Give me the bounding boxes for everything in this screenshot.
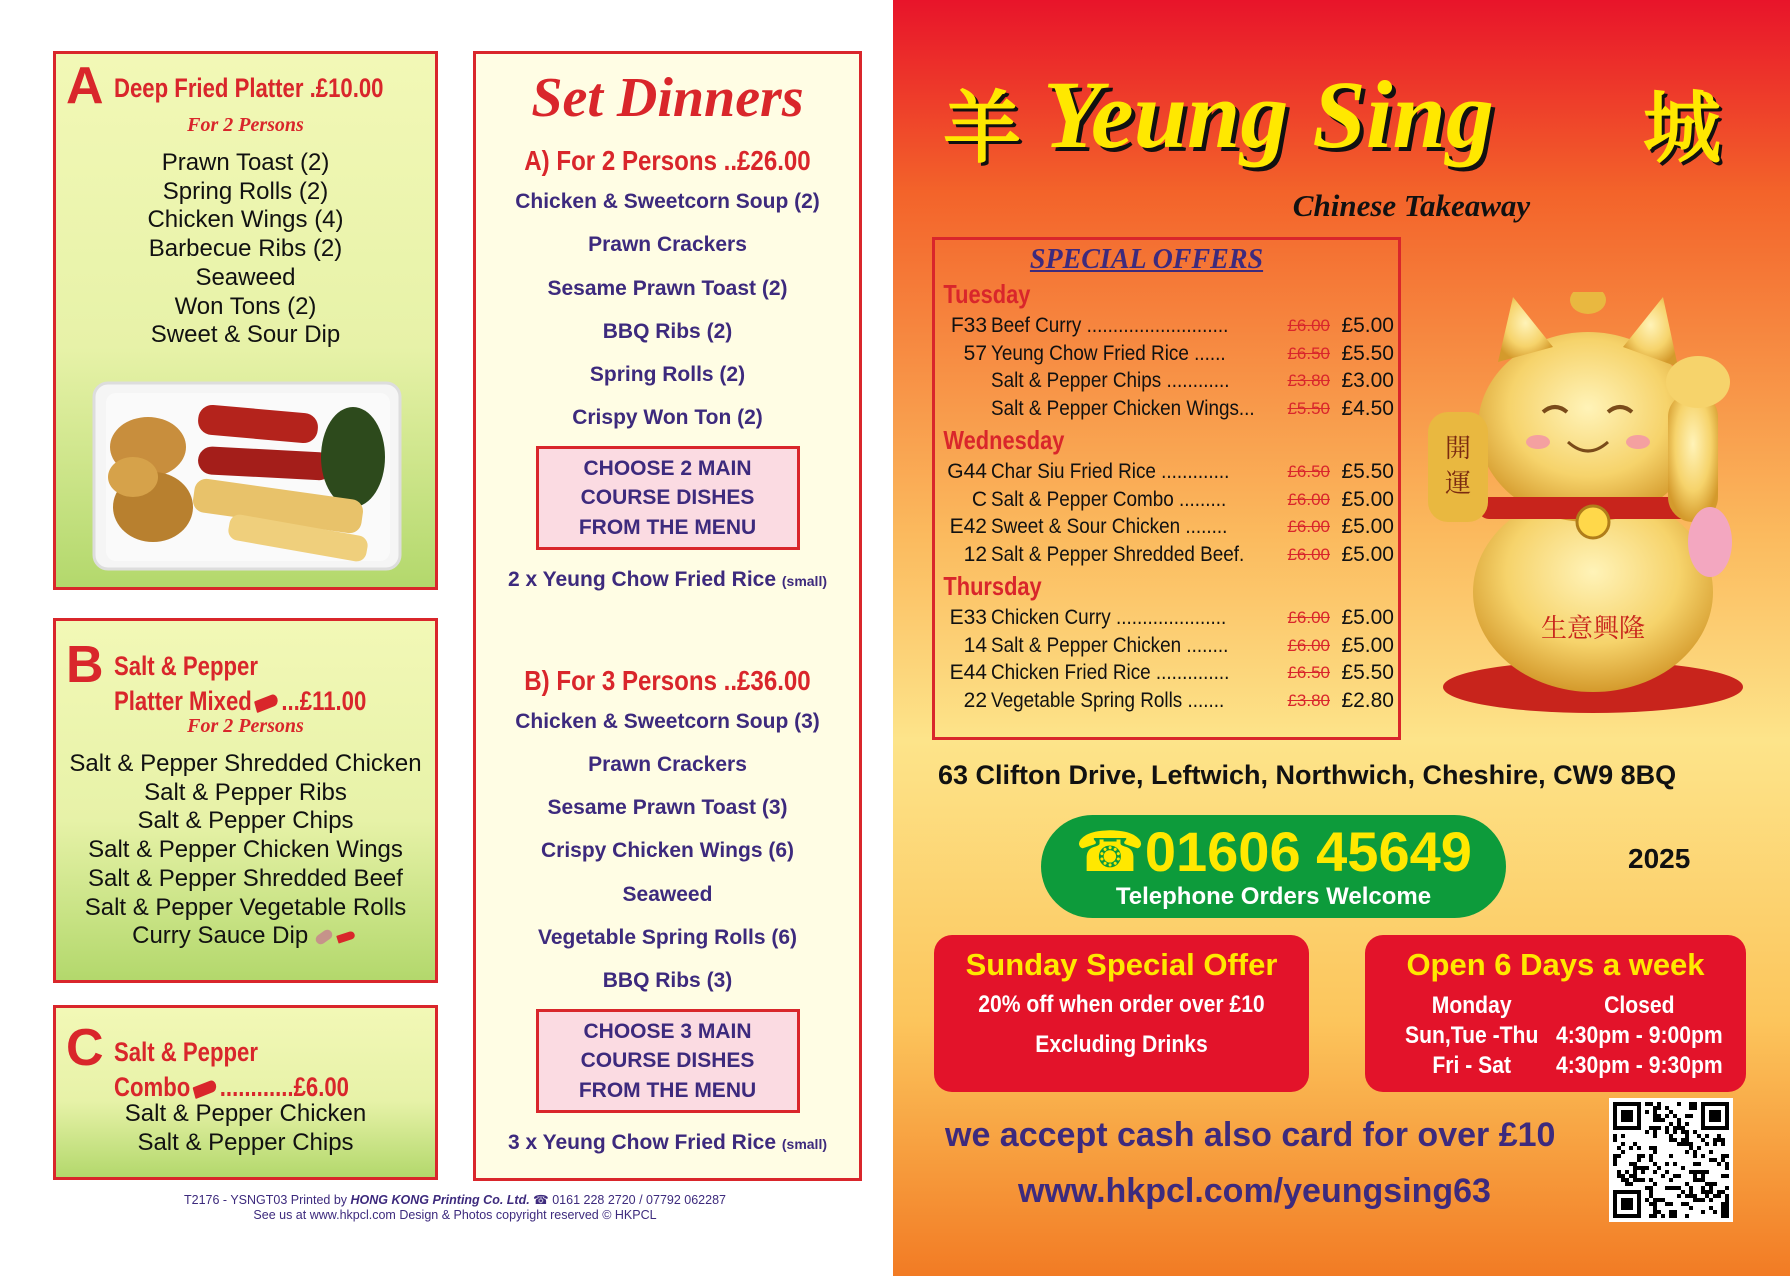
platter-b-price: ...£11.00 (281, 686, 367, 716)
offer-name (991, 340, 1285, 368)
offer-code: F33 (950, 314, 987, 337)
offer-old-price: £6.00 (1287, 635, 1330, 655)
hours-days: Fri - Sat (1432, 1052, 1511, 1079)
phone-subtitle: Telephone Orders Welcome (1115, 883, 1432, 910)
platter-b-dip-label: Curry Sauce Dip (132, 922, 309, 950)
phone-icon: ☎ (1075, 820, 1145, 883)
offer-code: G44 (947, 460, 987, 483)
brand-chinese-right: 城 (1643, 84, 1722, 174)
deep-fried-platter-photo (88, 377, 408, 574)
set-a-items (476, 180, 859, 440)
offer-name-text: Salt & Pepper Shredded Beef. (991, 542, 1245, 566)
website-link[interactable]: www.hkpcl.com/yeungsing63 (1018, 1172, 1491, 1210)
phone-number: 01606 45649 (1144, 820, 1472, 883)
choose-line: FROM THE MENU (578, 1078, 757, 1102)
sunday-offer-box (934, 935, 1309, 1092)
offer-name-text: Sweet & Sour Chicken ........ (991, 515, 1228, 538)
offer-name-text: Vegetable Spring Rolls ....... (991, 688, 1225, 712)
dip-icon (314, 928, 334, 947)
offer-code: 57 (963, 341, 987, 365)
offer-new-price: £2.80 (1341, 688, 1394, 712)
platter-c-title-text: Combo (114, 1072, 191, 1102)
offer-old-price: £6.00 (1287, 517, 1330, 536)
offer-row (935, 604, 1398, 632)
offer-row (935, 659, 1398, 687)
offer-name-text: Chicken Fried Rice .............. (991, 661, 1230, 684)
offer-new-price: £5.50 (1341, 341, 1394, 365)
platter-b-items (56, 750, 435, 922)
platter-item: Salt & Pepper Chips (137, 807, 354, 835)
platter-item: Sweet & Sour Dip (150, 321, 341, 349)
offer-old-price: £6.00 (1287, 544, 1330, 564)
platter-a-title: Deep Fried Platter .£10.00 (114, 73, 384, 103)
offer-new-price: £4.50 (1341, 396, 1394, 420)
platter-item: Salt & Pepper Chips (137, 1128, 354, 1156)
offer-old-price: £5.50 (1287, 398, 1330, 418)
printer-phones: ☎ 0161 228 2720 / 07792 062287 (533, 1193, 726, 1207)
hours-days: Sun,Tue -Thu (1405, 1022, 1539, 1049)
opening-hours-box (1365, 935, 1746, 1092)
chili-icon (254, 693, 279, 713)
offer-name (991, 541, 1285, 569)
platter-item: Salt & Pepper Shredded Beef (88, 864, 403, 892)
set-dinner-item: BBQ Ribs (2) (602, 319, 733, 343)
offer-code: 12 (963, 542, 987, 566)
platter-b-box (53, 618, 438, 983)
hours-times: 4:30pm - 9:30pm (1555, 1052, 1723, 1079)
set-dinner-item: Vegetable Spring Rolls (6) (537, 926, 798, 950)
brand-name: Yeung Sing (1043, 61, 1494, 168)
platter-c-price: ............£6.00 (219, 1072, 349, 1102)
platter-item: Salt & Pepper Chicken Wings (88, 836, 403, 864)
platter-a-letter: A (66, 57, 104, 115)
offer-row (935, 395, 1398, 423)
platter-item: Salt & Pepper Vegetable Rolls (84, 893, 407, 921)
set-b-choose-box (536, 1009, 800, 1114)
offer-name-text: Yeung Chow Fried Rice ...... (991, 341, 1226, 365)
platter-b-letter: B (66, 636, 104, 694)
offer-name (991, 659, 1285, 687)
offer-name-text: Salt & Pepper Chicken Wings... (991, 396, 1255, 420)
offer-row (935, 486, 1398, 514)
set-b-heading: B) For 3 Persons ..£36.00 (524, 664, 811, 696)
offer-name (991, 458, 1285, 486)
set-b-items (476, 700, 859, 1003)
offer-new-price: £5.50 (1341, 460, 1394, 483)
offer-new-price: £5.00 (1341, 515, 1394, 538)
offer-old-price: £6.50 (1287, 663, 1330, 682)
set-dinner-item: Seaweed (622, 882, 713, 906)
offer-name-text: Char Siu Fried Rice ............. (991, 460, 1230, 483)
sunday-offer-line2: Excluding Drinks (1035, 1031, 1208, 1058)
set-dinner-item: Chicken & Sweetcorn Soup (2) (515, 190, 820, 213)
special-offers-box (932, 237, 1401, 740)
choose-line: CHOOSE 2 MAIN (583, 456, 752, 480)
offer-name (991, 604, 1285, 632)
offer-code: 14 (963, 633, 987, 657)
set-dinners-title: Set Dinners (531, 67, 804, 129)
offer-name-text: Salt & Pepper Chips ............ (991, 369, 1230, 392)
sunday-offer-line1: 20% off when order over £10 (978, 991, 1265, 1018)
chili-icon (336, 930, 356, 943)
set-a-heading: A) For 2 Persons ..£26.00 (524, 145, 811, 176)
offer-row (935, 312, 1398, 340)
platter-a-box (53, 51, 438, 590)
platter-b-title-text: Platter Mixed (114, 686, 252, 716)
lucky-cat-figure (1418, 292, 1763, 714)
set-dinner-item: Spring Rolls (2) (589, 363, 746, 387)
printer-line1 (80, 1193, 830, 1208)
offer-name (991, 513, 1285, 541)
offer-row (935, 367, 1398, 395)
offer-code: E44 (949, 661, 987, 684)
offer-new-price: £5.00 (1341, 314, 1394, 337)
hours-row (1388, 1051, 1723, 1081)
offer-old-price: £6.00 (1287, 316, 1330, 335)
platter-b-title-line1: Salt & Pepper (114, 651, 258, 681)
offer-new-price: £5.00 (1341, 633, 1394, 657)
sunday-offer-title: Sunday Special Offer (965, 947, 1278, 982)
set-a-choose-box (536, 446, 800, 551)
set-a-rice (476, 558, 859, 603)
offer-new-price: £5.50 (1341, 661, 1394, 684)
offer-name (991, 395, 1285, 423)
platter-c-title-line1: Salt & Pepper (114, 1037, 258, 1067)
offer-name (991, 312, 1285, 340)
brand-chinese-left: 羊 (943, 84, 1022, 174)
platter-item: Chicken Wings (4) (147, 206, 344, 234)
hours-times: Closed (1604, 992, 1675, 1019)
set-dinners-box (473, 51, 862, 1181)
brand-tagline: Chinese Takeaway (1292, 188, 1531, 223)
platter-b-title-line2 (114, 683, 366, 719)
set-dinner-item: Crispy Chicken Wings (6) (540, 839, 795, 863)
platter-c-box (53, 1005, 438, 1180)
hours-row (1388, 1021, 1723, 1051)
offer-old-price: £6.00 (1287, 608, 1330, 627)
platter-c-items (56, 1100, 435, 1157)
platter-c-title-line2 (114, 1069, 349, 1105)
offer-day-heading: Thursday (943, 571, 1042, 601)
offer-old-price: £3.80 (1287, 371, 1330, 390)
printer-line2: See us at www.hkpcl.com Design & Photos copyright reserved © HKPCL (253, 1208, 657, 1222)
cat-belly-text: 生意興隆 (1540, 614, 1646, 644)
choose-line: CHOOSE 3 MAIN (583, 1019, 752, 1043)
offer-code: E42 (949, 515, 987, 538)
offer-new-price: £5.00 (1341, 606, 1394, 629)
offer-row (935, 458, 1398, 486)
offer-name-text: Chicken Curry ..................... (991, 606, 1227, 629)
opening-hours-list (1365, 991, 1746, 1081)
offer-name (991, 687, 1285, 715)
platter-c-letter: C (66, 1019, 104, 1077)
offer-day-heading: Tuesday (943, 279, 1031, 309)
special-offers-list (935, 276, 1398, 714)
offer-name (991, 486, 1285, 514)
offer-old-price: £6.00 (1287, 489, 1330, 509)
offer-row (935, 513, 1398, 541)
chili-icon (193, 1079, 218, 1099)
offer-name-text: Salt & Pepper Chicken ........ (991, 633, 1229, 657)
cat-sign-char-2: 運 (1444, 469, 1472, 499)
offer-new-price: £5.00 (1341, 487, 1394, 511)
platter-a-header (56, 54, 435, 114)
printer-code: T2176 - YSNGT03 Printed by (184, 1193, 348, 1207)
offer-row (935, 541, 1398, 569)
offer-name (991, 632, 1285, 660)
platter-c-header (56, 1008, 435, 1108)
platter-item: Barbecue Ribs (2) (148, 235, 343, 263)
special-offers-title: SPECIAL OFFERS (1029, 244, 1264, 275)
set-a-rice-label: 2 x Yeung Chow Fried Rice (508, 568, 777, 592)
brand-logo (943, 60, 1733, 174)
set-b-rice-label: 3 x Yeung Chow Fried Rice (508, 1131, 777, 1155)
offer-name-text: Salt & Pepper Combo ......... (991, 487, 1227, 511)
offer-day-heading: Wednesday (943, 425, 1065, 455)
offer-code: C (971, 487, 987, 511)
offer-old-price: £6.50 (1287, 343, 1330, 363)
platter-b-header (56, 621, 435, 715)
offer-row (935, 340, 1398, 368)
phone-banner[interactable] (1041, 815, 1506, 918)
offer-new-price: £5.00 (1341, 542, 1394, 566)
offer-old-price: £6.50 (1287, 462, 1330, 481)
qr-code[interactable] (1609, 1098, 1733, 1222)
hours-days: Monday (1431, 992, 1512, 1019)
platter-item: Won Tons (2) (174, 292, 317, 320)
set-dinner-item: Sesame Prawn Toast (3) (547, 796, 788, 820)
set-dinner-item: Prawn Crackers (588, 752, 747, 776)
phone-number-line (1041, 821, 1506, 883)
offer-code (945, 395, 991, 423)
payment-note: we accept cash also card for over £10 (945, 1116, 1556, 1154)
choose-line: COURSE DISHES (580, 1049, 755, 1073)
platter-a-subtitle: For 2 Persons (187, 114, 304, 136)
opening-hours-title: Open 6 Days a week (1406, 947, 1705, 982)
choose-line: COURSE DISHES (580, 486, 755, 510)
set-b-rice (476, 1121, 859, 1166)
set-dinner-item: BBQ Ribs (3) (602, 969, 733, 993)
set-a-rice-note: (small) (781, 573, 827, 590)
menu-year: 2025 (1628, 843, 1691, 874)
menu-left-page (0, 0, 893, 1276)
hours-row (1388, 991, 1723, 1021)
offer-new-price: £3.00 (1341, 369, 1394, 392)
set-dinner-item: Prawn Crackers (588, 233, 747, 257)
offer-code: E33 (949, 606, 987, 629)
set-dinner-item: Crispy Won Ton (2) (572, 406, 763, 430)
offer-name-text: Beef Curry ........................... (991, 314, 1229, 337)
platter-item: Salt & Pepper Shredded Chicken (69, 750, 422, 777)
platter-b-subtitle: For 2 Persons (187, 715, 304, 737)
platter-item: Spring Rolls (2) (162, 177, 329, 205)
cat-sign-char-1: 開 (1444, 434, 1472, 464)
offer-code (945, 367, 991, 395)
platter-item: Salt & Pepper Ribs (144, 778, 347, 806)
set-dinner-item: Chicken & Sweetcorn Soup (3) (515, 709, 820, 733)
choose-line: FROM THE MENU (578, 515, 757, 539)
platter-item: Prawn Toast (2) (161, 149, 330, 176)
platter-a-items (56, 149, 435, 350)
offer-row (935, 687, 1398, 715)
printer-company: HONG KONG Printing Co. Ltd. (350, 1193, 530, 1207)
offer-old-price: £3.80 (1287, 690, 1330, 710)
hours-times: 4:30pm - 9:00pm (1555, 1022, 1723, 1049)
set-b-rice-note: (small) (781, 1136, 827, 1153)
offer-code: 22 (963, 688, 987, 712)
platter-b-dip (56, 922, 435, 951)
offer-row (935, 632, 1398, 660)
offer-name (991, 367, 1285, 395)
printer-credit (80, 1193, 830, 1223)
platter-item: Salt & Pepper Chicken (124, 1100, 367, 1127)
platter-item: Seaweed (195, 263, 296, 291)
restaurant-address: 63 Clifton Drive, Leftwich, Northwich, Cheshire, CW9 8BQ (938, 760, 1677, 790)
set-dinner-item: Sesame Prawn Toast (2) (547, 276, 788, 300)
menu-cover-page (893, 0, 1790, 1276)
